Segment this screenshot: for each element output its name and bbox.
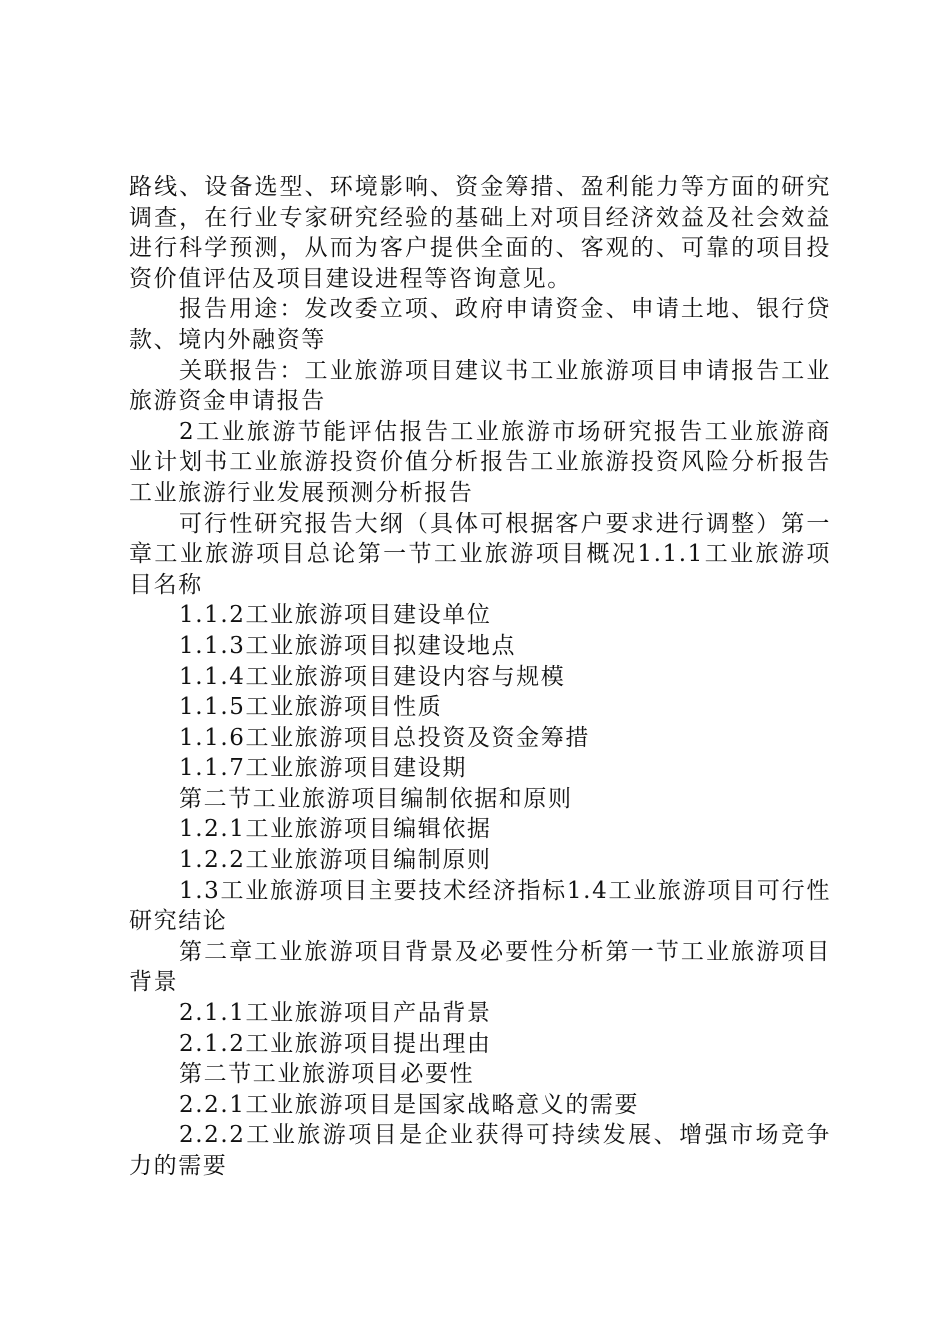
- paragraph-outline-intro: 可行性研究报告大纲（具体可根据客户要求进行调整）第一章工业旅游项目总论第一节工业旅游项目概况1.1.1工业旅游项目名称: [129, 510, 831, 598]
- outline-section-2-2: 第二节工业旅游项目必要性: [179, 1061, 475, 1088]
- paragraph-related-reports: 关联报告：工业旅游项目建议书工业旅游项目申请报告工业旅游资金申请报告: [129, 357, 831, 415]
- outline-item-1-1-7: 1.1.7工业旅游项目建设期: [179, 755, 467, 782]
- outline-item-1-1-6: 1.1.6工业旅游项目总投资及资金筹措: [179, 724, 590, 751]
- outline-item-1-3-1-4: 1.3工业旅游项目主要技术经济指标1.4工业旅游项目可行性研究结论: [129, 877, 831, 935]
- outline-item-2-1-2: 2.1.2工业旅游项目提出理由: [179, 1030, 492, 1057]
- paragraph-report-usage: 报告用途：发改委立项、政府申请资金、申请土地、银行贷款、境内外融资等: [129, 296, 831, 353]
- document-page: [129, 172, 831, 1182]
- outline-section-1-2: 第二节工业旅游项目编制依据和原则: [179, 785, 573, 812]
- outline-chapter-2: 第二章工业旅游项目背景及必要性分析第一节工业旅游项目背景: [129, 938, 831, 996]
- paragraph-related-reports-continued: 2工业旅游节能评估报告工业旅游市场研究报告工业旅游商业计划书工业旅游投资价值分析报告工业旅游投资风险分析报告工业旅游行业发展预测分析报告: [129, 418, 831, 506]
- outline-item-1-1-4: 1.1.4工业旅游项目建设内容与规模: [179, 663, 566, 690]
- outline-item-1-2-2: 1.2.2工业旅游项目编制原则: [179, 847, 492, 874]
- paragraph-research-description: 路线、设备选型、环境影响、资金筹措、盈利能力等方面的研究调查，在行业专家研究经验的基础上对项目经济效益及社会效益进行科学预测，从而为客户提供全面的、客观的、可靠的项目投资价值评估及项目建设进程等咨询意见。: [129, 174, 831, 292]
- outline-item-1-2-1: 1.2.1工业旅游项目编辑依据: [179, 816, 492, 843]
- outline-item-1-1-3: 1.1.3工业旅游项目拟建设地点: [179, 632, 517, 659]
- outline-item-2-1-1: 2.1.1工业旅游项目产品背景: [179, 1000, 492, 1027]
- outline-item-1-1-5: 1.1.5工业旅游项目性质: [179, 694, 443, 721]
- outline-item-2-2-2: 2.2.2工业旅游项目是企业获得可持续发展、增强市场竞争力的需要: [129, 1122, 831, 1179]
- outline-item-1-1-2: 1.1.2工业旅游项目建设单位: [179, 602, 492, 629]
- outline-item-2-2-1: 2.2.1工业旅游项目是国家战略意义的需要: [179, 1091, 640, 1118]
